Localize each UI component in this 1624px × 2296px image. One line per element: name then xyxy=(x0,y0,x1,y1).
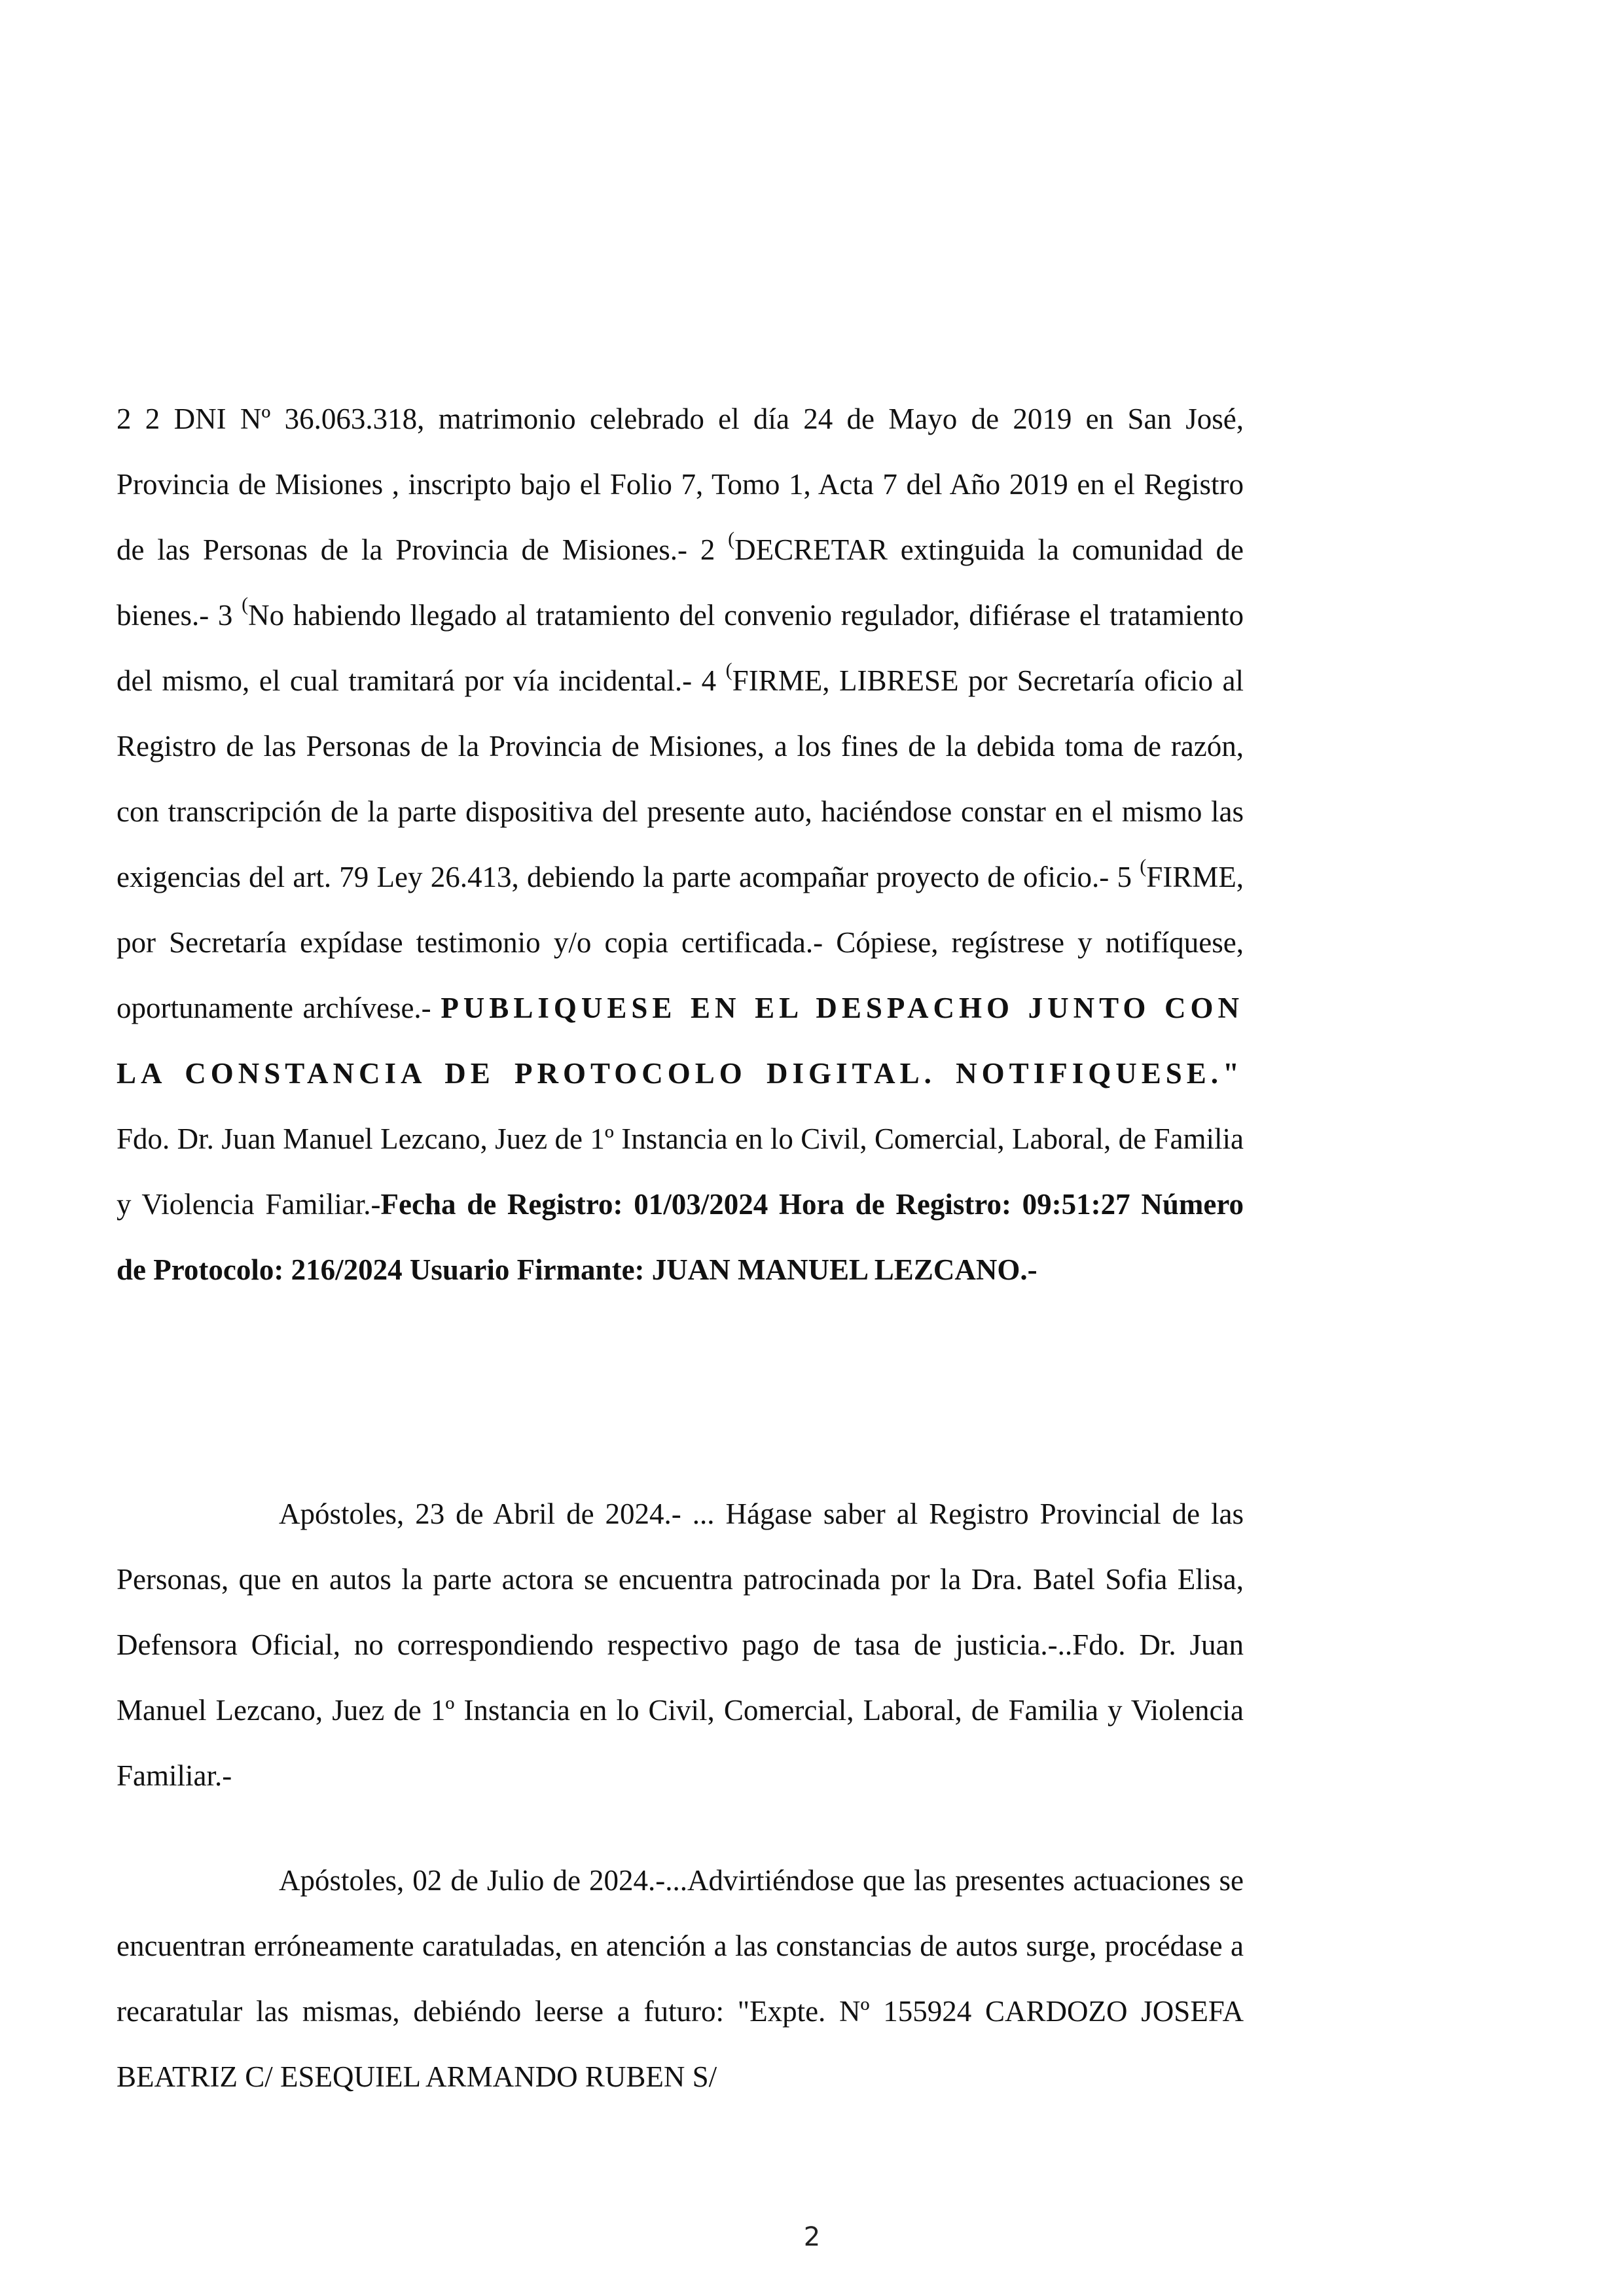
publication-order-bold: PUBLIQUESE EN EL DESPACHO JUNTO CON LA CONSTANCIA DE PROTOCOLO DIGITAL. NOTIFIQUESE." xyxy=(117,992,1244,1090)
april-decree-text: Apóstoles, 23 de Abril de 2024.- ... Hágase saber al Registro Provincial de las Personas, que en autos la parte actora se encuentra patrocinada por la Dra. Batel Sofia Elisa, Defensora Oficial, no correspondiendo respectivo pago de tasa de justicia.-..Fdo. Dr. Juan Manuel Lezcano, Juez de 1º Instancia en lo Civil, Comercial, Laboral, de Familia y Violencia Familiar.- xyxy=(117,1498,1244,1792)
resolution-text-5: FIRME, por Secretaría expídase testimonio y/o copia certificada.- Cópiese, regístrese y notifíquese, oportunamente archívese.- xyxy=(117,861,1244,1024)
paragraph-april-decree xyxy=(117,1481,1244,1808)
paragraph-resolution xyxy=(117,386,1244,1302)
paren-mark: ( xyxy=(1140,855,1147,877)
paren-mark: ( xyxy=(728,528,735,550)
signature-text: Fdo. Dr. Juan Manuel Lezcano, Juez de 1º Instancia en lo Civil, Comercial, Laboral, de Familia y Violencia Familiar.- xyxy=(117,1122,1244,1221)
july-decree-text: Apóstoles, 02 de Julio de 2024.-...Advirtiéndose que las presentes actuaciones se encuentran erróneamente caratuladas, en atención a las constancias de autos surge, procédase a recaratular las mismas, debiéndo leerse a futuro: "Expte. Nº 155924 CARDOZO JOSEFA BEATRIZ C/ ESEQUIEL ARMANDO RUBEN S/ xyxy=(117,1864,1244,2093)
page-number: 2 xyxy=(803,2222,821,2252)
resolution-text-2: DECRETAR extinguida la comunidad de bienes.- 3 xyxy=(117,533,1244,632)
resolution-text-1: 2 2 DNI Nº 36.063.318, matrimonio celebrado el día 24 de Mayo de 2019 en San José, Provincia de Misiones , inscripto bajo el Folio 7, Tomo 1, Acta 7 del Año 2019 en el Registro de las Personas de la Provincia de Misiones.- 2 xyxy=(117,403,1244,566)
registry-info-bold: Fecha de Registro: 01/03/2024 Hora de Registro: 09:51:27 Número de Protocolo: 216/2024 Usuario Firmante: JUAN MANUEL LEZCANO.- xyxy=(117,1188,1244,1286)
resolution-text-4: FIRME, LIBRESE por Secretaría oficio al Registro de las Personas de la Provincia de Misiones, a los fines de la debida toma de razón, con transcripción de la parte dispositiva del presente auto, haciéndose constar en el mismo las exigencias del art. 79 Ley 26.413, debiendo la parte acompañar proyecto de oficio.- 5 xyxy=(117,664,1244,893)
paragraph-july-decree xyxy=(117,1848,1244,2109)
paren-mark: ( xyxy=(242,594,249,615)
paren-mark: ( xyxy=(725,659,732,681)
resolution-text-3: No habiendo llegado al tratamiento del convenio regulador, difiérase el tratamiento del mismo, el cual tramitará por vía incidental.- 4 xyxy=(117,599,1244,697)
